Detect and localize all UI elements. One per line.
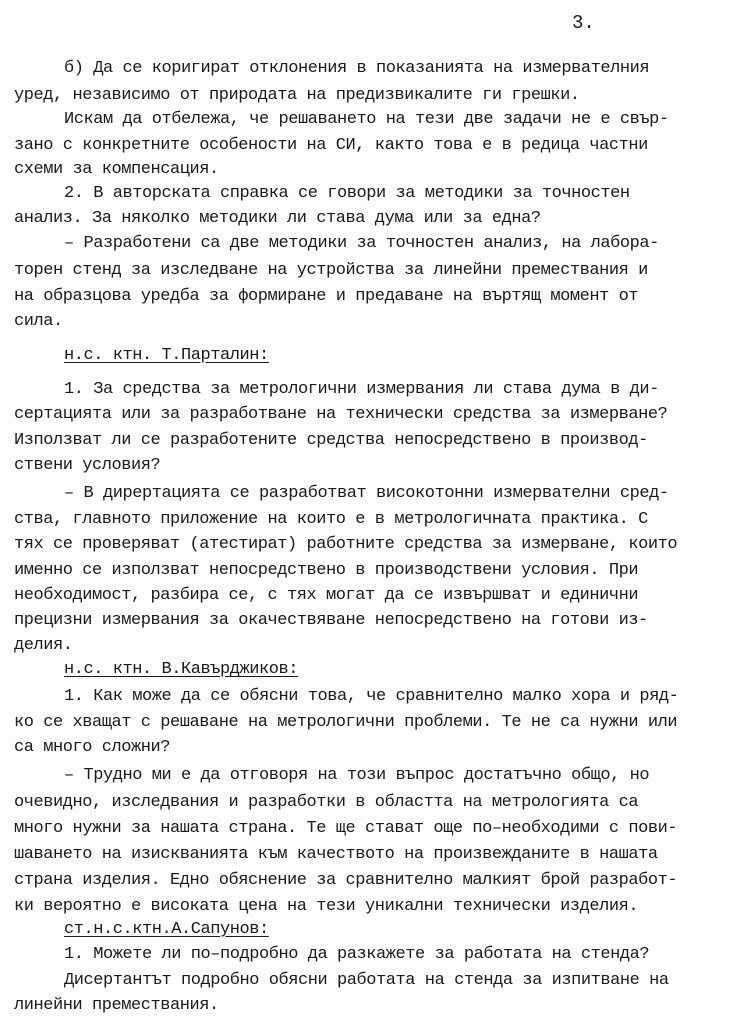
text-line: зано с конкретните особености на СИ, както това е в редица частни [14, 136, 648, 155]
text-line: сила. [14, 312, 63, 331]
text-line: – В дирертацията се разработват високотонни измервателни сред- [64, 484, 669, 503]
speaker-heading: н.с. ктн. Т.Парталин: [64, 346, 269, 365]
text-line: шаването на изискванията към качеството на произвежданите в нашата [14, 845, 658, 864]
text-line: сертацията или за разработване на технически средства за измерване? [14, 405, 668, 424]
text-line: уред, независимо от природата на предизвикалите ги грешки. [14, 86, 580, 105]
text-line: тях се проверяват (атестират) работните средства за измерване, които [14, 535, 678, 554]
text-line: Дисертантът подробно обясни работата на стенда за изпитване на [64, 971, 669, 990]
text-line: са много сложни? [14, 738, 171, 757]
text-line: ко се хващат с решаване на метрологични проблеми. Те не са нужни или [14, 713, 678, 732]
page-number: 3. [572, 12, 595, 34]
text-line: делия. [14, 636, 73, 655]
text-line: ствени условия? [14, 456, 161, 475]
text-line: анализ. За няколко методики ли става дума или за една? [14, 209, 541, 228]
text-line: ки вероятно е високата цена на тези уникални технически изделия. [14, 897, 639, 916]
speaker-heading: н.с. ктн. В.Кавърджиков: [64, 660, 299, 679]
speaker-heading: ст.н.с.ктн.А.Сапунов: [64, 920, 269, 939]
text-line: очевидно, изследвания и разработки в областта на метрологията са [14, 793, 639, 812]
text-line: прецизни измервания за окачествяване непосредствено на готови из- [14, 611, 648, 630]
text-line: 1. За средства за метрологични измервания ли става дума в ди- [64, 380, 659, 399]
text-line: – Разработени са две методики за точностен анализ, на лабора- [64, 234, 659, 253]
text-line: Използват ли се разработените средства непосредствено в производ- [14, 431, 648, 450]
text-line: схеми за компенсация. [14, 160, 219, 179]
text-line: именно се използват непосредствено в производствени условия. При [14, 561, 639, 580]
text-line: 2. В авторската справка се говори за методики за точностен [64, 184, 630, 203]
text-line: 1. Как може да се обясни това, че сравнително малко хора и ряд- [64, 687, 679, 706]
text-line: ства, главното приложение на които е в метрологичната практика. С [14, 510, 648, 529]
text-line: много нужни за нашата страна. Те ще стават още по–необходими с пови- [14, 819, 678, 838]
text-line: на образцова уредба за формиране и предаване на въртящ момент от [14, 287, 639, 306]
text-line: б) Да се коригират отклонения в показанията на измервателния [64, 59, 650, 78]
text-line: Искам да отбележа, че решаването на тези две задачи не е свър- [64, 110, 669, 129]
text-line: торен стенд за изследване на устройства за линейни премествания и [14, 261, 648, 280]
text-line: страна изделия. Едно обяснение за сравнително малкият брой разработ- [14, 871, 678, 890]
text-line: 1. Можете ли по–подробно да разкажете за работата на стенда? [64, 945, 650, 964]
text-line: линейни премествания. [14, 996, 219, 1015]
text-line: необходимост, разбира се, с тях могат да се извършват и единични [14, 586, 639, 605]
text-line: – Трудно ми е да отговоря на този въпрос достатъчно общо, но [64, 766, 650, 785]
